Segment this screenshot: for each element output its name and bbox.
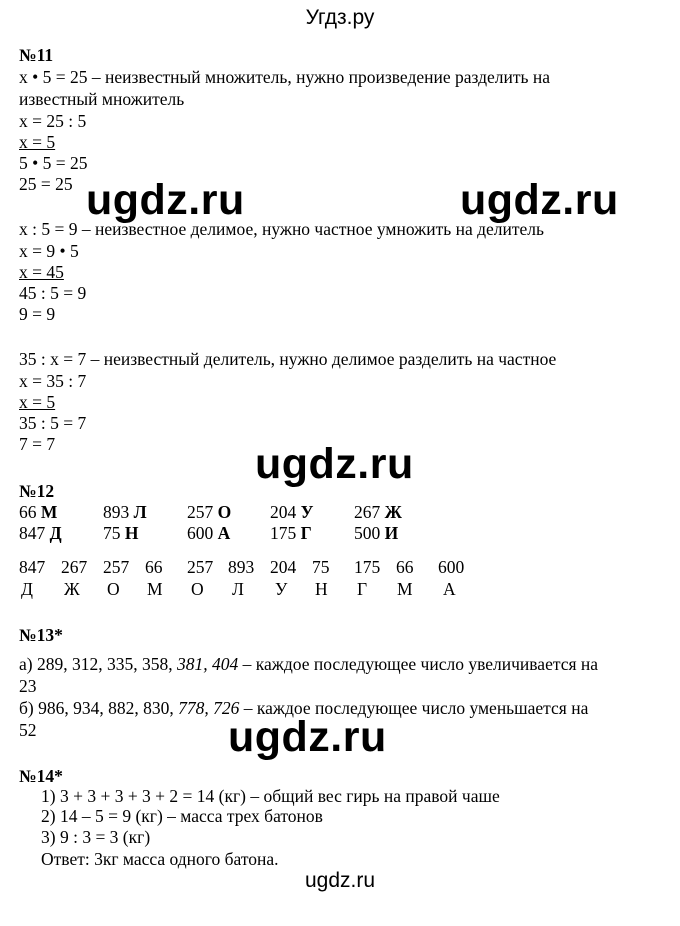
code-number: 893 bbox=[103, 502, 130, 522]
sequence-letter: Г bbox=[357, 579, 368, 599]
task11-line: x = 35 : 7 bbox=[19, 371, 87, 391]
code-letter: У bbox=[300, 502, 314, 522]
code-letter: Г bbox=[300, 523, 312, 543]
code-cell bbox=[103, 502, 147, 522]
code-letter: Д bbox=[49, 523, 62, 543]
task11-line: x = 9 • 5 bbox=[19, 241, 79, 261]
sequence-letter: О bbox=[191, 579, 204, 599]
task14-answer: Ответ: 3кг масса одного батона. bbox=[41, 849, 279, 869]
code-letter: М bbox=[40, 502, 58, 522]
sequence-letter: М bbox=[397, 579, 413, 599]
task11-line: известный множитель bbox=[19, 89, 185, 109]
watermark: ugdz.ru bbox=[255, 440, 414, 488]
code-letter: А bbox=[217, 523, 231, 543]
code-number: 204 bbox=[270, 502, 297, 522]
task11-line: x : 5 = 9 – неизвестное делимое, нужно частное умножить на делитель bbox=[19, 219, 545, 239]
code-number: 847 bbox=[19, 523, 46, 543]
task13-item-b-cont: 52 bbox=[19, 720, 37, 740]
sequence-number: 175 bbox=[354, 557, 381, 577]
task11-title: №11 bbox=[19, 45, 54, 65]
sequence-number: 66 bbox=[145, 557, 163, 577]
task11-line: 5 • 5 = 25 bbox=[19, 153, 88, 173]
code-number: 257 bbox=[187, 502, 214, 522]
missing-numbers: 381, 404 bbox=[176, 654, 239, 674]
code-cell bbox=[270, 502, 313, 522]
task14-step: 3) 9 : 3 = 3 (кг) bbox=[41, 827, 151, 847]
site-header: Угдз.ру bbox=[305, 6, 375, 29]
missing-numbers: 778, 726 bbox=[178, 698, 240, 718]
code-letter: О bbox=[217, 502, 232, 522]
task12-title: №12 bbox=[19, 481, 55, 501]
code-number: 175 bbox=[270, 523, 297, 543]
code-letter: И bbox=[384, 523, 399, 543]
code-cell bbox=[354, 502, 402, 522]
sequence-letter: Н bbox=[315, 579, 328, 599]
code-cell bbox=[354, 523, 398, 543]
task13-item-b: б) 986, 934, 882, 830, 778, 726 – каждое последующее число уменьшается на bbox=[19, 698, 589, 718]
code-number: 66 bbox=[19, 502, 37, 522]
sequence-number: 267 bbox=[61, 557, 88, 577]
sequence-letter: О bbox=[107, 579, 120, 599]
sequence-number: 847 bbox=[19, 557, 46, 577]
task14-step: 1) 3 + 3 + 3 + 3 + 2 = 14 (кг) – общий вес гирь на правой чаше bbox=[41, 786, 500, 806]
sequence-letter: У bbox=[275, 579, 288, 599]
task11-line: 35 : 5 = 7 bbox=[19, 413, 87, 433]
sequence-number: 600 bbox=[438, 557, 465, 577]
task11-line: 35 : x = 7 – неизвестный делитель, нужно делимое разделить на частное bbox=[19, 349, 557, 369]
sequence-number: 204 bbox=[270, 557, 297, 577]
code-number: 500 bbox=[354, 523, 381, 543]
task13-item-a-cont: 23 bbox=[19, 676, 37, 696]
code-cell bbox=[19, 502, 57, 522]
sequence-number: 75 bbox=[312, 557, 330, 577]
code-letter: Л bbox=[133, 502, 147, 522]
sequence-letter: А bbox=[443, 579, 456, 599]
watermark: ugdz.ru bbox=[228, 713, 387, 761]
code-number: 75 bbox=[103, 523, 121, 543]
code-cell bbox=[187, 502, 231, 522]
code-cell bbox=[103, 523, 139, 543]
sequence-letter: Ж bbox=[64, 579, 80, 599]
task11-answer: x = 5 bbox=[19, 132, 56, 152]
site-footer: ugdz.ru bbox=[304, 869, 376, 892]
task11-line: x • 5 = 25 – неизвестный множитель, нужно произведение разделить на bbox=[19, 67, 551, 87]
sequence-number: 257 bbox=[187, 557, 214, 577]
code-cell bbox=[19, 523, 62, 543]
task11-line: x = 25 : 5 bbox=[19, 111, 87, 131]
task11-line: 7 = 7 bbox=[19, 434, 56, 454]
code-cell bbox=[187, 523, 230, 543]
code-letter: Ж bbox=[384, 502, 402, 522]
task11-line: 25 = 25 bbox=[19, 174, 73, 194]
task14-title: №14* bbox=[19, 766, 63, 786]
watermark: ugdz.ru bbox=[86, 176, 245, 224]
sequence-number: 257 bbox=[103, 557, 130, 577]
sequence-letter: Д bbox=[21, 579, 33, 599]
task11-line: 45 : 5 = 9 bbox=[19, 283, 87, 303]
task13-item-a: а) 289, 312, 335, 358, 381, 404 – каждое последующее число увеличивается на bbox=[19, 654, 599, 674]
code-number: 600 bbox=[187, 523, 214, 543]
code-letter: Н bbox=[124, 523, 139, 543]
watermark: ugdz.ru bbox=[460, 176, 619, 224]
code-number: 267 bbox=[354, 502, 381, 522]
sequence-number: 66 bbox=[396, 557, 414, 577]
sequence-letter: М bbox=[147, 579, 163, 599]
task11-answer: x = 45 bbox=[19, 262, 64, 282]
sequence-letter: Л bbox=[232, 579, 244, 599]
task14-step: 2) 14 – 5 = 9 (кг) – масса трех батонов bbox=[41, 806, 323, 826]
code-cell bbox=[270, 523, 312, 543]
task11-answer: x = 5 bbox=[19, 392, 56, 412]
task11-line: 9 = 9 bbox=[19, 304, 56, 324]
task13-title: №13* bbox=[19, 625, 63, 645]
sequence-number: 893 bbox=[228, 557, 255, 577]
